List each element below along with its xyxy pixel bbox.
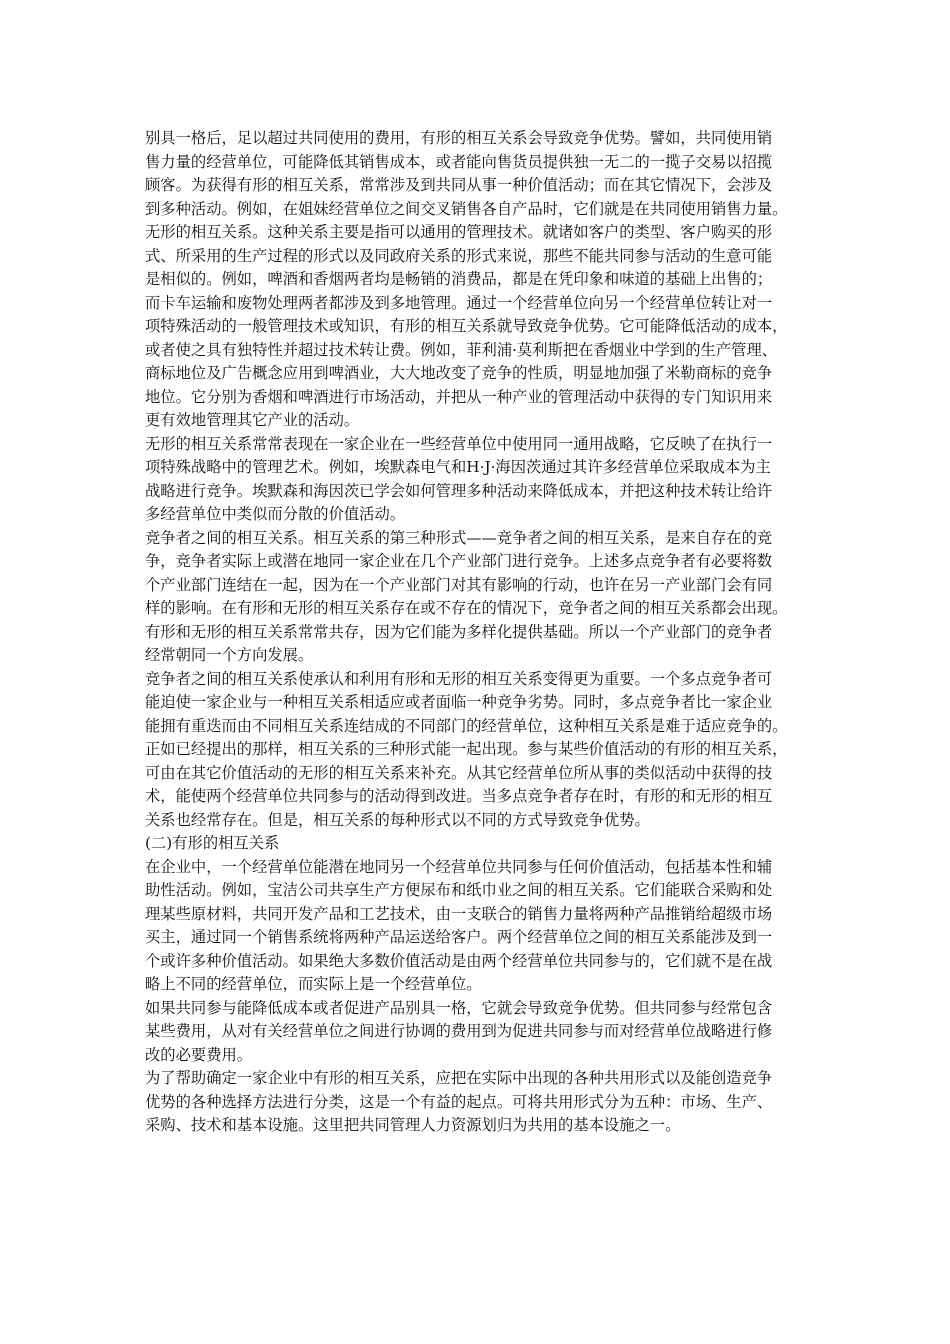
text-line: 竞争者之间的相互关系使承认和利用有形和无形的相互关系变得更为重要。一个多点竞争者可 — [145, 669, 773, 688]
text-line: 争，竞争者实际上或潜在地同一家企业在几个产业部门进行竞争。上述多点竞争者有必要将数 — [145, 552, 773, 570]
text-line: 无形的相互关系常常表现在一家企业在一些经营单位中使用同一通用战略，它反映了在执行一 — [145, 434, 773, 453]
text-line: 项特殊活动的一般管理技术或知识，有形的相互关系就导致竞争优势。它可能降低活动的成本， — [145, 317, 788, 335]
text-line: 多经营单位中类似而分散的价值活动。 — [145, 505, 406, 523]
text-line: 个或许多种价值活动。如果绝大多数价值活动是由两个经营单位共同参与的，它们就不是在战 — [145, 951, 773, 970]
text-line: 战略进行竞争。埃默森和海因茨已学会如何管理多种活动来降低成本，并把这种技术转让给许 — [145, 481, 773, 500]
text-line: 如果共同参与能降低成本或者促进产品别具一格，它就会导致竞争优势。但共同参与经常包含 — [145, 998, 773, 1017]
text-line: 为了帮助确定一家企业中有形的相互关系，应把在实际中出现的各种共用形式以及能创造竞争 — [145, 1069, 773, 1087]
text-line: 能拥有重迭而由不同相互关系连结成的不同部门的经营单位，这种相互关系是难于适应竞争的。 — [145, 716, 788, 735]
text-line: 无形的相互关系。这种关系主要是指可以通用的管理技术。就诸如客户的类型、客户购买的形 — [145, 223, 773, 241]
text-line: 有形和无形的相互关系常常共存，因为它们能为多样化提供基础。所以一个产业部门的竞争者 — [145, 622, 773, 641]
text-line: 在企业中，一个经营单位能潜在地同另一个经营单位共同参与任何价值活动，包括基本性和辅 — [145, 857, 773, 876]
text-line: 个产业部门连结在一起，因为在一个产业部门对其有影响的行动，也许在另一产业部门会有同 — [145, 575, 773, 594]
text-line: 能迫使一家企业与一种相互关系相适应或者面临一种竞争劣势。同时，多点竞争者比一家企业 — [145, 693, 773, 711]
text-line: 项特殊战略中的管理艺术。例如，埃默森电气和H·J·海因茨通过其许多经营单位采取成本为主 — [145, 458, 771, 476]
text-line: 式、所采用的生产过程的形式以及同政府关系的形式来说，那些不能共同参与活动的生意可能 — [145, 246, 773, 265]
text-line: 关系也经常存在。但是，相互关系的每种形式以不同的方式导致竞争优势。 — [145, 810, 650, 829]
text-line: 正如已经提出的那样，相互关系的三种形式能一起出现。参与某些价值活动的有形的相互关系， — [145, 740, 788, 758]
text-line: 经常朝同一个方向发展。 — [145, 646, 314, 664]
text-line: 别具一格后，足以超过共同使用的费用，有形的相互关系会导致竞争优势。譬如，共同使用销 — [145, 129, 773, 147]
text-line: 是相似的。例如，啤酒和香烟两者均是畅销的消费品，都是在凭印象和味道的基础上出售的； — [145, 270, 773, 288]
text-line: 售力量的经营单位，可能降低其销售成本，或者能向售货员提供独一无二的一揽子交易以招揽 — [145, 152, 773, 171]
text-line: 采购、技术和基本设施。这里把共同管理人力资源划归为共用的基本设施之一。 — [145, 1116, 681, 1134]
text-line: 顾客。为获得有形的相互关系，常常涉及到共同从事一种价值活动；而在其它情况下，会涉及 — [145, 176, 773, 194]
text-line: 助性活动。例如，宝洁公司共享生产方便尿布和纸巾业之间的相互关系。它们能联合采购和处 — [145, 881, 773, 899]
document-page — [145, 127, 810, 1138]
text-line: 样的影响。在有形和无形的相互关系存在或不存在的情况下，竞争者之间的相互关系都会出现。 — [145, 599, 788, 617]
text-line: 更有效地管理其它产业的活动。 — [145, 411, 360, 429]
text-line: 地位。它分别为香烟和啤酒进行市场活动，并把从一种产业的管理活动中获得的专门知识用来 — [145, 387, 773, 406]
section-heading: (二)有形的相互关系 — [145, 834, 280, 852]
text-line: 某些费用，从对有关经营单位之间进行协调的费用到为促进共同参与而对经营单位战略进行修 — [145, 1022, 773, 1040]
text-line: 略上不同的经营单位，而实际上是一个经营单位。 — [145, 975, 482, 993]
text-line: 或者使之具有独特性并超过技术转让费。例如，菲利浦·莫利斯把在香烟业中学到的生产管理、 — [145, 340, 778, 359]
text-line: 而卡车运输和废物处理两者都涉及到多地管理。通过一个经营单位向另一个经营单位转让对一 — [145, 293, 773, 312]
text-line: 到多种活动。例如，在姐妹经营单位之间交叉销售各自产品时，它们就是在共同使用销售力量。 — [145, 199, 788, 218]
text-line: 改的必要费用。 — [145, 1045, 253, 1064]
text-line: 买主，通过同一个销售系统将两种产品运送给客户。两个经营单位之间的相互关系能涉及到一 — [145, 928, 773, 946]
text-line: 可由在其它价值活动的无形的相互关系来补充。从其它经营单位所从事的类似活动中获得的技 — [145, 763, 773, 782]
text-line: 竞争者之间的相互关系。相互关系的第三种形式——竞争者之间的相互关系，是来自存在的竞 — [145, 528, 773, 547]
text-line: 优势的各种选择方法进行分类，这是一个有益的起点。可将共用形式分为五种：市场、生产、 — [145, 1092, 773, 1111]
text-line: 理某些原材料，共同开发产品和工艺技术，由一支联合的销售力量将两种产品推销给超级市场 — [145, 904, 773, 923]
text-line: 商标地位及广告概念应用到啤酒业，大大地改变了竞争的性质，明显地加强了米勒商标的竞争 — [145, 364, 773, 382]
text-line: 术，能使两个经营单位共同参与的活动得到改进。当多点竞争者存在时，有形的和无形的相互 — [145, 787, 773, 805]
